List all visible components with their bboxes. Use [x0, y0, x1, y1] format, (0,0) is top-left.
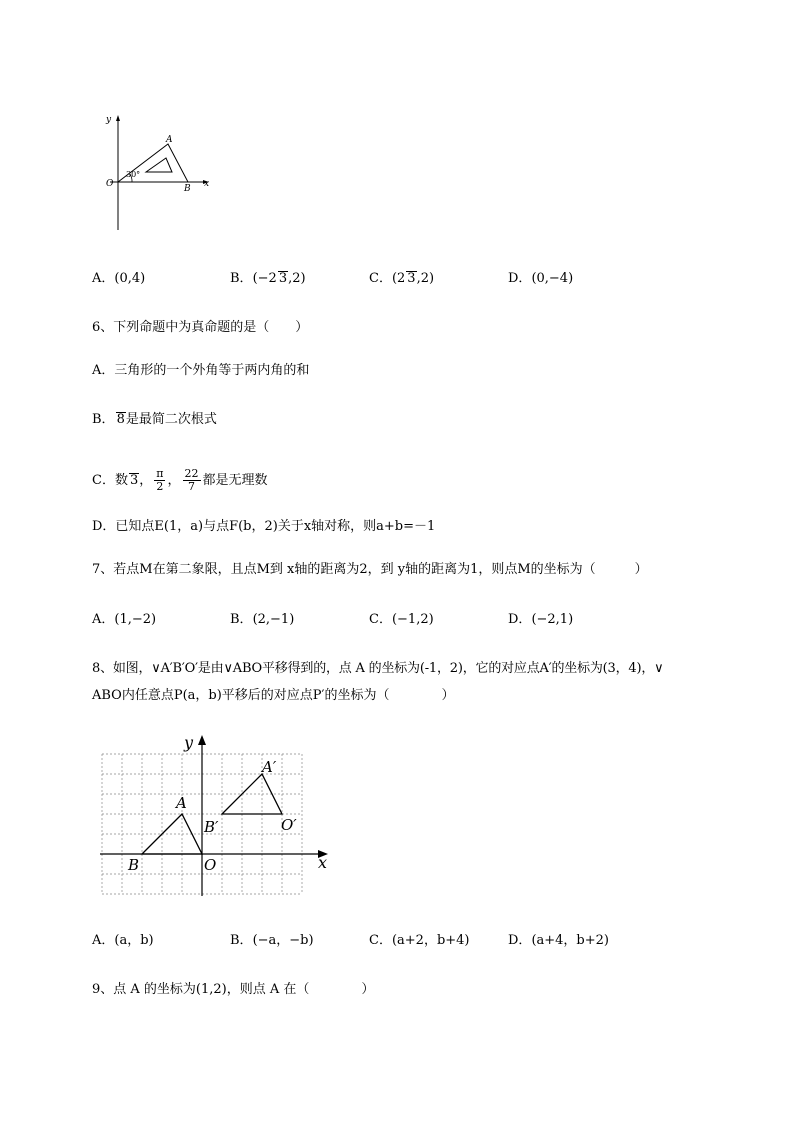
q5-option-b: B．(−2 3,2) — [230, 271, 306, 286]
figure-2-translation-grid — [96, 730, 336, 900]
fig2-origin-label: O — [204, 856, 217, 874]
q7-option-d: D．(−2,1) — [508, 612, 574, 627]
fig2-x-label: x — [318, 853, 328, 872]
q8-stem-line-1: 8、如图，∨A′B′O′是由∨ABO平移得到的，点 A 的坐标为(-1，2)，它的对应点A′的坐标为(3，4)，∨ — [92, 661, 664, 676]
figure-1-triangle-sketch — [96, 112, 216, 234]
fig2-point-a-prime-label: A′ — [262, 758, 277, 776]
fig2-point-b-label: B — [128, 856, 140, 874]
q6-option-a: A．三角形的一个外角等于两内角的和 — [92, 363, 310, 378]
fig1-angle-label: 30° — [126, 170, 141, 179]
q8-option-c: C．(a+2，b+4) — [369, 933, 470, 948]
q6-option-d: D．已知点E(1，a)与点F(b，2)关于x轴对称，则a+b=－1 — [92, 519, 436, 534]
q7-stem: 7、若点M在第二象限，且点M到 x轴的距离为2，到 y轴的距离为1，则点M的坐标为（ ） — [92, 562, 648, 577]
fig2-y-label: y — [184, 733, 194, 752]
fig1-point-b-label: B — [184, 184, 191, 194]
q6-option-c: C．数 3， $\frac{\pi}{2}$ ， $\frac{22}{7}$ 都是无理数 — [92, 467, 268, 493]
q8-stem-line-2: ABO内任意点P(a，b)平移后的对应点P′的坐标为（ ） — [92, 688, 455, 703]
fraction-22-over-7: $\frac{22}{7}$ — [184, 467, 199, 493]
q9-stem: 9、点 A 的坐标为(1,2)，则点 A 在（ ） — [92, 982, 375, 997]
q5-option-d: D．(0,−4) — [508, 271, 574, 286]
fig2-point-o-prime-label: O′ — [281, 816, 297, 834]
radical-sign: 3 — [278, 271, 288, 286]
fig2-point-b-prime-label: B′ — [204, 818, 219, 836]
fig1-y-label: y — [106, 115, 112, 125]
q8-option-a: A．(a，b) — [92, 933, 154, 948]
q8-option-b: B．(−a，−b) — [230, 933, 314, 948]
q7-option-a: A．(1,−2) — [92, 612, 157, 627]
q6-stem: 6、下列命题中为真命题的是（ ） — [92, 320, 309, 335]
fig1-origin-label: O — [106, 179, 114, 189]
q5-option-a: A．(0,4) — [92, 271, 146, 286]
q5-option-c: C．(2 3,2) — [369, 271, 435, 286]
radical-sign: 8 — [116, 412, 125, 427]
q8-option-d: D．(a+4，b+2) — [508, 933, 609, 948]
q7-option-c: C．(−1,2) — [369, 612, 434, 627]
fig1-x-label: x — [204, 179, 210, 189]
fig1-point-a-label: A — [166, 135, 173, 145]
fig2-point-a-label: A — [176, 794, 187, 812]
radical-sign: 3 — [129, 473, 139, 488]
q7-option-b: B．(2,−1) — [230, 612, 295, 627]
radical-sign: 3 — [407, 271, 416, 286]
q6-option-b: B． 8是最简二次根式 — [92, 412, 217, 427]
fraction-pi-over-2: $\frac{\pi}{2}$ — [156, 467, 164, 493]
